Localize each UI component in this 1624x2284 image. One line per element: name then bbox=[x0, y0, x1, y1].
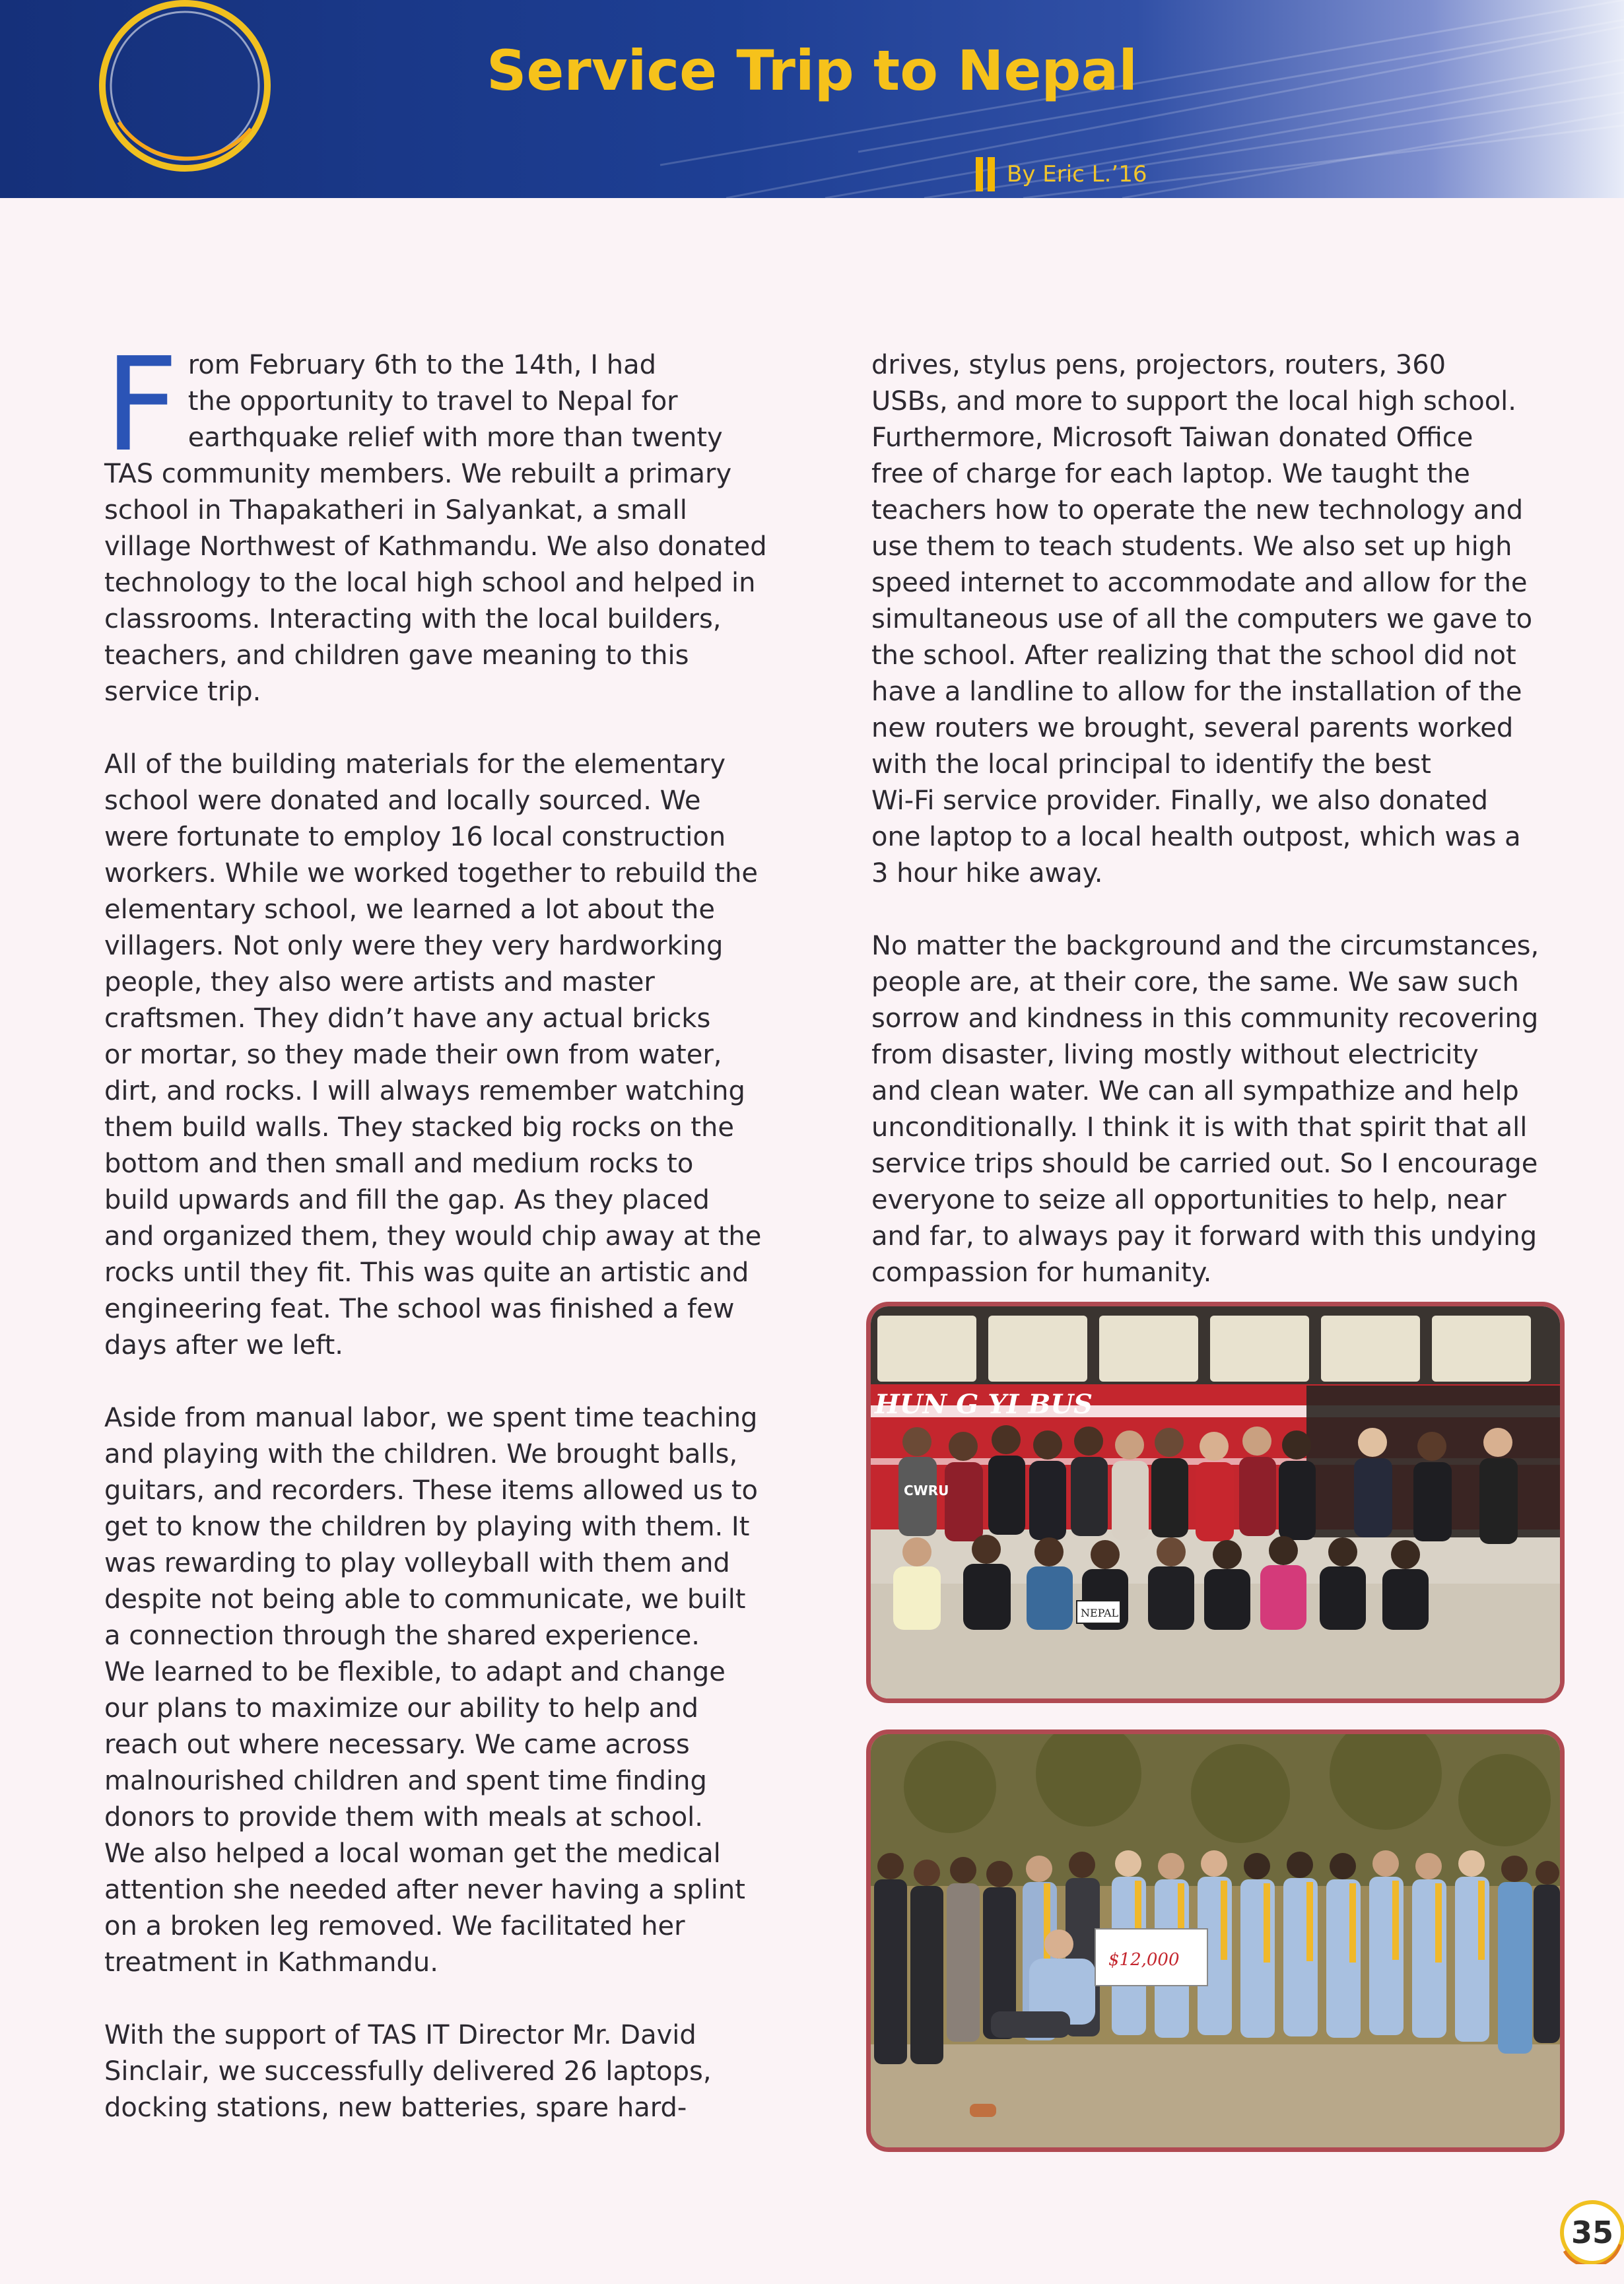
page-number: 35 bbox=[1571, 2215, 1613, 2250]
group-photo-illustration bbox=[871, 1734, 1560, 2147]
photo-group-bus bbox=[866, 1302, 1565, 1703]
photo-group-check bbox=[866, 1730, 1565, 2152]
check-amount: $12,000 bbox=[1108, 1950, 1180, 1970]
nepal-sign: NEPAL bbox=[1081, 1607, 1119, 1619]
bus-photo-illustration bbox=[871, 1306, 1560, 1698]
paragraph-technology-cont: drives, stylus pens, projectors, routers, 360 USBs, and more to support the local high school. Furthermore, Microsoft Taiwan donated Office free of charge for each laptop. We taught the teachers how to operate the new technology and use them to teach students. We also set up high speed internet to accommodate and allow for the simultaneous use of all the computers we gave to the school. After realizing that the school did not have a landline to allow for the installation of the new routers we brought, several parents worked with the local principal to identify the best Wi-Fi service provider. Finally, we also donated one laptop to a local health outpost, which was a 3 hour hike away. bbox=[871, 350, 1533, 889]
dropcap: F bbox=[104, 330, 179, 481]
paragraph-teaching: Aside from manual labor, we spent time teaching and playing with the children. We brought balls, guitars, and recorders. These items allowed us to get to know the children by playing with them. It was rewarding to play volleyball with them and despite not being able to communicate, we built a connection through the shared experience. We learned to be flexible, to adapt and change our plans to maximize our ability to help and reach out where necessary. We came across malnourished children and spent time finding donors to provide them with meals at school. We also helped a local woman get the medical attention she needed after never having a splint on a broken leg removed. We facilitated her treatment in Kathmandu. bbox=[104, 1403, 759, 1978]
right-column bbox=[871, 347, 1571, 1327]
byline-bar-icon bbox=[976, 157, 983, 191]
paragraph-text: rom February 6th to the 14th, I had the opportunity to travel to Nepal for earthquake relief with more than twenty TAS community members. We rebuilt a primary school in Thapakatheri in Salyankat, a small village Northwest of Kathmandu. We also donated technology to the local high school and helped in classrooms. Interacting with the local builders, teachers, and children gave meaning to this service trip. bbox=[104, 350, 767, 707]
shirt-lettering: CWRU bbox=[904, 1483, 949, 1498]
paragraph-technology: With the support of TAS IT Director Mr. David Sinclair, we successfully delivered 26 laptops, docking stations, new batteries, spare hard- bbox=[104, 2020, 712, 2123]
paragraph-conclusion: No matter the background and the circumstances, people are, at their core, the same. We saw such sorrow and kindness in this community recovering from disaster, living mostly without electricity and clean water. We can all sympathize and help unconditionally. I think it is with that spirit that all service trips should be carried out. So I encourage everyone to seize all opportunities to help, near and far, to always pay it forward with this undying compassion for humanity. bbox=[871, 931, 1539, 1288]
page-number-badge bbox=[1538, 2178, 1624, 2264]
paragraph-intro bbox=[104, 330, 837, 710]
page-title: Service Trip to Nepal bbox=[486, 38, 1138, 103]
paragraph-materials: All of the building materials for the elementary school were donated and locally sourced. We were fortunate to employ 16 local construction workers. While we worked together to rebuild the elementary school, we learned a lot about the villagers. Not only were they very hardworking people, they also were artists and master craftsmen. They didn’t have any actual bricks or mortar, so they made their own from water, dirt, and rocks. I will always remember watching them build walls. They stacked big rocks on the bottom and then small and medium rocks to build upwards and fill the gap. As they placed and organized them, they would chip away at the rocks until they fit. This was quite an artistic and engineering feat. The school was finished a few days after we left. bbox=[104, 749, 762, 1360]
header-banner bbox=[0, 0, 1624, 198]
byline-bar-icon bbox=[988, 157, 995, 191]
left-column bbox=[104, 330, 837, 2163]
byline bbox=[976, 156, 1147, 193]
author-byline: By Eric L.’16 bbox=[1007, 161, 1147, 187]
bus-lettering: HUN G YI BUS bbox=[875, 1389, 1093, 1420]
